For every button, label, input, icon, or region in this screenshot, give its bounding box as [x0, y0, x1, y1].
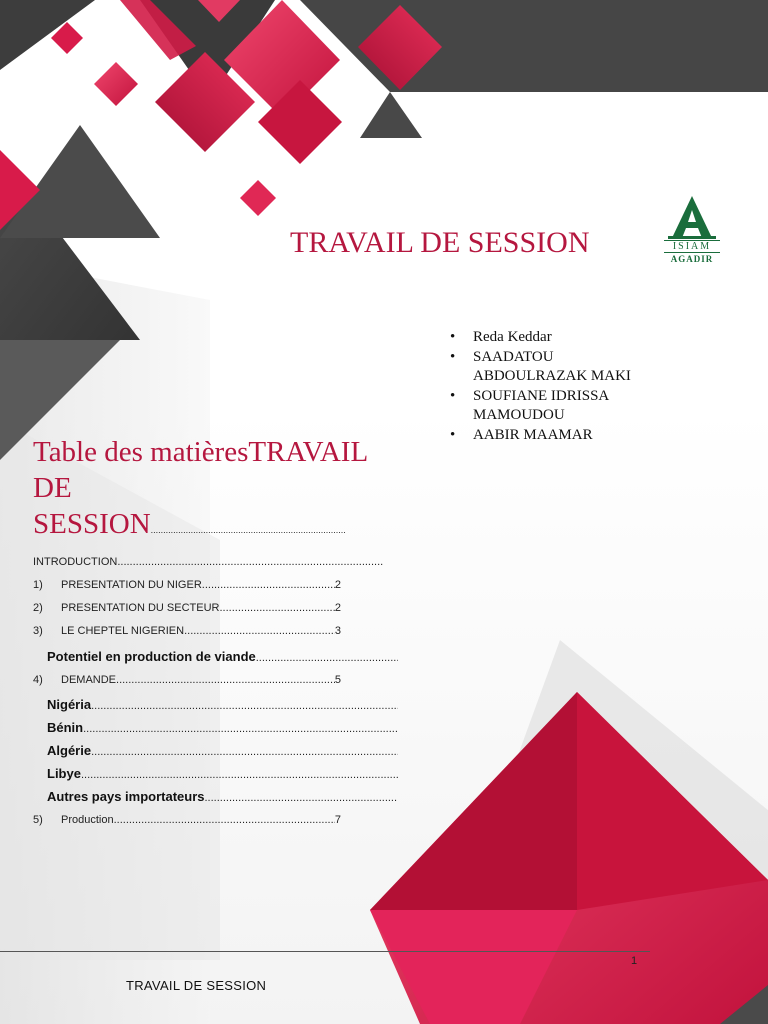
- toc-entry-leader: [184, 625, 335, 637]
- toc-entry-number: 2): [33, 602, 43, 614]
- toc-entry-page: 2: [334, 579, 341, 591]
- toc-entry-number: 1): [33, 579, 43, 591]
- author-item: • AABIR MAAMAR: [447, 426, 657, 446]
- toc-entry-leader: [91, 700, 398, 712]
- toc-entry[interactable]: [47, 743, 398, 758]
- toc-entry-label: Potentiel en production de viande: [47, 649, 256, 664]
- logo-letter-icon: [664, 194, 720, 240]
- toc-entry-page: 2: [334, 602, 341, 614]
- pink-diamond-shade: [370, 692, 577, 910]
- footer-text: TRAVAIL DE SESSION: [126, 978, 267, 993]
- toc-entry[interactable]: [47, 649, 398, 664]
- grey-triangle: [360, 92, 422, 138]
- author-list: [447, 328, 657, 445]
- toc-entry-leader: [91, 746, 398, 758]
- page-title: TRAVAIL DE SESSION: [290, 226, 590, 259]
- toc-entry[interactable]: [47, 766, 398, 781]
- logo-line1: ISIAM: [664, 240, 720, 253]
- author-item: • Reda Keddar: [447, 328, 657, 348]
- toc-entry-leader: [81, 769, 398, 781]
- logo-line2: AGADIR: [670, 254, 714, 264]
- toc-entry-leader: [114, 814, 335, 826]
- toc-entry-leader: [83, 723, 398, 735]
- toc-entry[interactable]: [47, 789, 398, 804]
- toc-entry-label: INTRODUCTION: [33, 556, 118, 568]
- toc-entry-label: Bénin: [47, 720, 84, 735]
- toc-entry-label: DEMANDE: [61, 674, 117, 686]
- footer-divider: [0, 951, 650, 952]
- toc-entry-page: 7: [334, 814, 341, 826]
- toc-entry[interactable]: [33, 556, 383, 568]
- toc-entry-label: Production: [61, 814, 114, 826]
- toc-entry-label: Autres pays importateurs: [47, 789, 205, 804]
- dark-triangle: [0, 0, 95, 70]
- toc-entry[interactable]: [47, 720, 398, 735]
- toc-entry[interactable]: [33, 579, 341, 591]
- toc-entry-page: 3: [334, 625, 341, 637]
- toc-entry-label: Algérie: [47, 743, 92, 758]
- toc-entry[interactable]: [33, 625, 341, 637]
- toc-entry[interactable]: [47, 697, 398, 712]
- page-number: 1: [631, 955, 638, 967]
- pink-diamond: [240, 180, 276, 216]
- toc-entry-label: Libye: [47, 766, 81, 781]
- toc-entry-label: Nigéria: [47, 697, 92, 712]
- pink-diamond: [94, 62, 138, 106]
- toc-entry[interactable]: [33, 814, 341, 826]
- toc-entry-label: PRESENTATION DU NIGER: [61, 579, 202, 591]
- toc-entry-page: 5: [334, 674, 341, 686]
- author-item: • SOUFIANE IDRISSA MAMOUDOU: [447, 387, 657, 426]
- toc-heading-text: Table des matièresTRAVAIL DE SESSION: [33, 436, 368, 540]
- toc-entry-number: 3): [33, 625, 43, 637]
- toc-heading: [33, 434, 383, 548]
- toc-entry-label: LE CHEPTEL NIGERIEN: [61, 625, 185, 637]
- toc-entry[interactable]: [33, 674, 341, 686]
- toc-entry-leader: [220, 602, 335, 614]
- toc-entry-leader: [116, 674, 335, 686]
- toc-entry-label: PRESENTATION DU SECTEUR: [61, 602, 220, 614]
- toc-entry-number: 5): [33, 814, 43, 826]
- isiam-logo: [664, 194, 720, 266]
- toc-heading-leader: ..............................................................................: [150, 525, 346, 535]
- toc-entry[interactable]: [33, 602, 341, 614]
- toc-entry-leader: [205, 792, 399, 804]
- author-item: • SAADATOU ABDOULRAZAK MAKI: [447, 348, 657, 387]
- toc-entry-leader: [202, 579, 335, 591]
- toc-entry-leader: [256, 652, 398, 664]
- toc-entry-number: 4): [33, 674, 43, 686]
- toc-entry-leader: [117, 556, 383, 568]
